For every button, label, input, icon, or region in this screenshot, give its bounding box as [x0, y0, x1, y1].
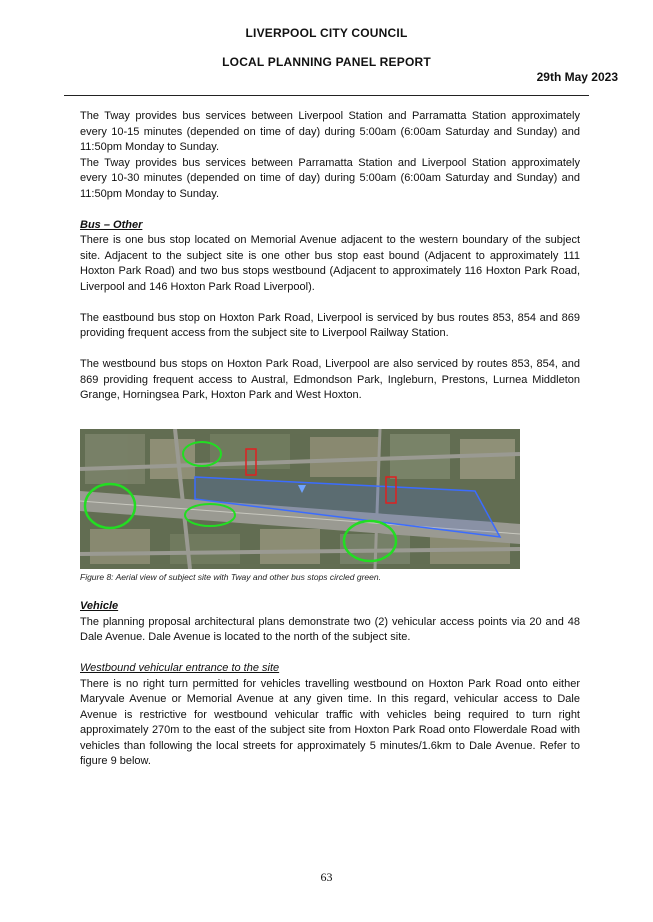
aerial-map-figure	[80, 429, 520, 569]
header-divider	[64, 95, 589, 96]
report-title: LOCAL PLANNING PANEL REPORT	[222, 55, 431, 69]
paragraph-vehicle-access: The planning proposal architectural plans demonstrate two (2) vehicular access points via 20 and 48 Dale Avenue. Dale Avenue is located to the north of the subject site.	[80, 615, 580, 643]
council-title: LIVERPOOL CITY COUNCIL	[245, 26, 408, 40]
paragraph-westbound: The westbound bus stops on Hoxton Park Road, Liverpool are also serviced by routes 853, 854, and 869 providing frequent access to Austral, Edmondson Park, Ingleburn, Prestons, Lurnea Middleton Grange, Horningsea Park, Hoxton Park and West Hoxton.	[80, 358, 580, 401]
paragraph-tway-parramatta: The Tway provides bus services between Parramatta Station and Liverpool Station approximately every 10-30 minutes (depended on time of day) during 5:00am (6:00am Saturday and Sunday) and 11:50pm Monday to Sunday.	[80, 156, 580, 200]
section-heading-bus-other: Bus – Other	[80, 218, 143, 231]
page-number: 63	[320, 870, 333, 884]
paragraph-tway-liverpool: The Tway provides bus services between Liverpool Station and Parramatta Station approximately every 10-15 minutes (depended on time of day) during 5:00am (6:00am Saturday and Sunday) and 11:50pm Monday to Sunday.	[80, 110, 580, 153]
section-heading-vehicle: Vehicle	[80, 600, 119, 612]
main-text-top	[80, 109, 580, 404]
paragraph-westbound-entrance: There is no right turn permitted for vehicles travelling westbound on Hoxton Park Road onto either Maryvale Avenue or Memorial Avenue at any given time. In this regard, vehicular access to Dale Avenue is restrictive for westbound vehicular traffic with vehicles being required to turn right approximately 270m to the east of the subject site from Hoxton Park Road onto Flowerdale Road with vehicles than following the local streets for approximately 5 minutes/1.6km to Dale Avenue. Refer to figure 9 below.	[80, 677, 580, 767]
main-text-bottom	[80, 599, 580, 770]
paragraph-eastbound: The eastbound bus stop on Hoxton Park Road, Liverpool is serviced by bus routes 853, 854 and 869 providing frequent access from the subject site to Liverpool Railway Station.	[80, 311, 580, 339]
report-date: 29th May 2023	[536, 70, 618, 84]
section-heading-westbound: Westbound vehicular entrance to the site	[80, 662, 280, 674]
aerial-map-graphic	[80, 429, 520, 569]
paragraph-bus-stops: There is one bus stop located on Memorial Avenue adjacent to the western boundary of the subject site. Adjacent to the subject site is one other bus stop east bound (Adjacent to approximately 111 Hoxton Park Road) and two bus stops westbound (Adjacent to approximately 116 Hoxton Park Road, Liverpool and 146 Hoxton Park Road Liverpool).	[80, 234, 580, 293]
figure-caption: Figure 8: Aerial view of subject site with Tway and other bus stops circled green.	[80, 572, 381, 582]
